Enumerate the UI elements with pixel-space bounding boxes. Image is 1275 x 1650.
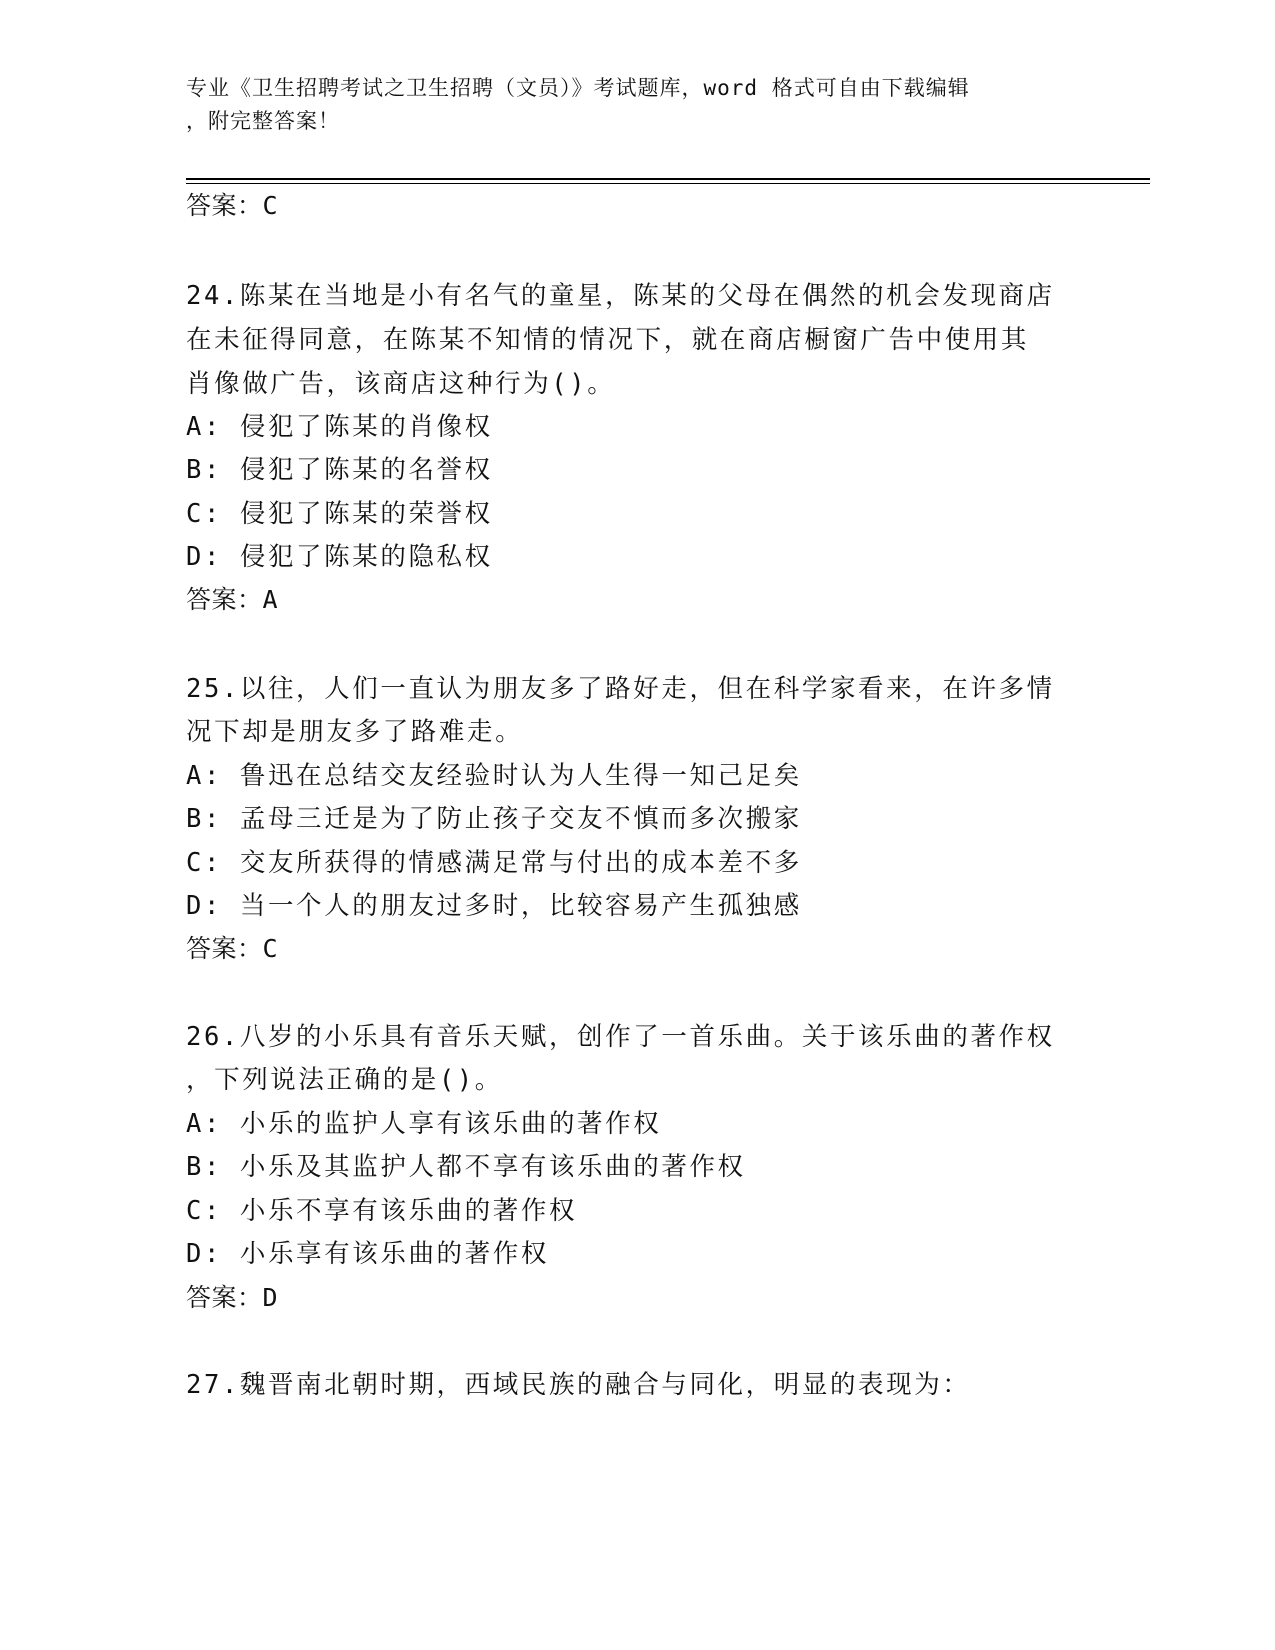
question-25-line-1: 25.以往，人们一直认为朋友多了路好走，但在科学家看来，在许多情 xyxy=(186,674,1055,704)
question-24-option-a: A: 侵犯了陈某的肖像权 xyxy=(186,412,493,442)
answer-label: 答案： xyxy=(186,191,263,220)
question-25-option-d: D: 当一个人的朋友过多时，比较容易产生孤独感 xyxy=(186,891,802,921)
answer-value: D xyxy=(262,1283,279,1312)
question-24-line-2: 在未征得同意，在陈某不知情的情况下，就在商店橱窗广告中使用其 xyxy=(186,325,1030,355)
question-26-answer xyxy=(186,1278,1086,1314)
question-24-option-c: C: 侵犯了陈某的荣誉权 xyxy=(186,499,493,529)
answer-label: 答案： xyxy=(186,585,263,614)
document-header xyxy=(186,72,1066,138)
question-26-option-d: D: 小乐享有该乐曲的著作权 xyxy=(186,1239,549,1269)
question-25-option-b: B: 孟母三迁是为了防止孩子交友不慎而多次搬家 xyxy=(186,804,802,834)
question-25-option-c: C: 交友所获得的情感满足常与付出的成本差不多 xyxy=(186,848,802,878)
answer-value: A xyxy=(262,585,279,614)
question-24-line-3: 肖像做广告，该商店这种行为()。 xyxy=(186,369,616,399)
question-25-option-a: A: 鲁迅在总结交友经验时认为人生得一知己足矣 xyxy=(186,761,802,791)
header-line-1: 专业《卫生招聘考试之卫生招聘（文员）》考试题库，word 格式可自由下载编辑 xyxy=(186,76,970,100)
question-25-answer xyxy=(186,929,1086,965)
header-divider-thin xyxy=(186,183,1150,184)
question-26-option-c: C: 小乐不享有该乐曲的著作权 xyxy=(186,1196,578,1226)
question-27-line-1: 27.魏晋南北朝时期，西域民族的融合与同化，明显的表现为： xyxy=(186,1370,971,1400)
answer-label: 答案： xyxy=(186,934,263,963)
question-26-line-1: 26.八岁的小乐具有音乐天赋，创作了一首乐曲。关于该乐曲的著作权 xyxy=(186,1022,1055,1052)
answer-value: C xyxy=(262,191,279,220)
question-24-line-1: 24.陈某在当地是小有名气的童星，陈某的父母在偶然的机会发现商店 xyxy=(186,281,1055,311)
question-24-option-b: B: 侵犯了陈某的名誉权 xyxy=(186,455,493,485)
answer-value: C xyxy=(262,934,279,963)
question-25-line-2: 况下却是朋友多了路难走。 xyxy=(186,717,524,747)
question-26-option-a: A: 小乐的监护人享有该乐曲的著作权 xyxy=(186,1109,662,1139)
answer-label: 答案： xyxy=(186,1283,263,1312)
header-divider-thick xyxy=(186,178,1150,180)
answer-line-prev xyxy=(186,186,1086,222)
question-26-line-2: ，下列说法正确的是()。 xyxy=(186,1065,503,1095)
header-line-2: ，附完整答案！ xyxy=(186,109,340,133)
question-24-option-d: D: 侵犯了陈某的隐私权 xyxy=(186,542,493,572)
question-26-option-b: B: 小乐及其监护人都不享有该乐曲的著作权 xyxy=(186,1152,746,1182)
question-24-answer xyxy=(186,580,1086,616)
